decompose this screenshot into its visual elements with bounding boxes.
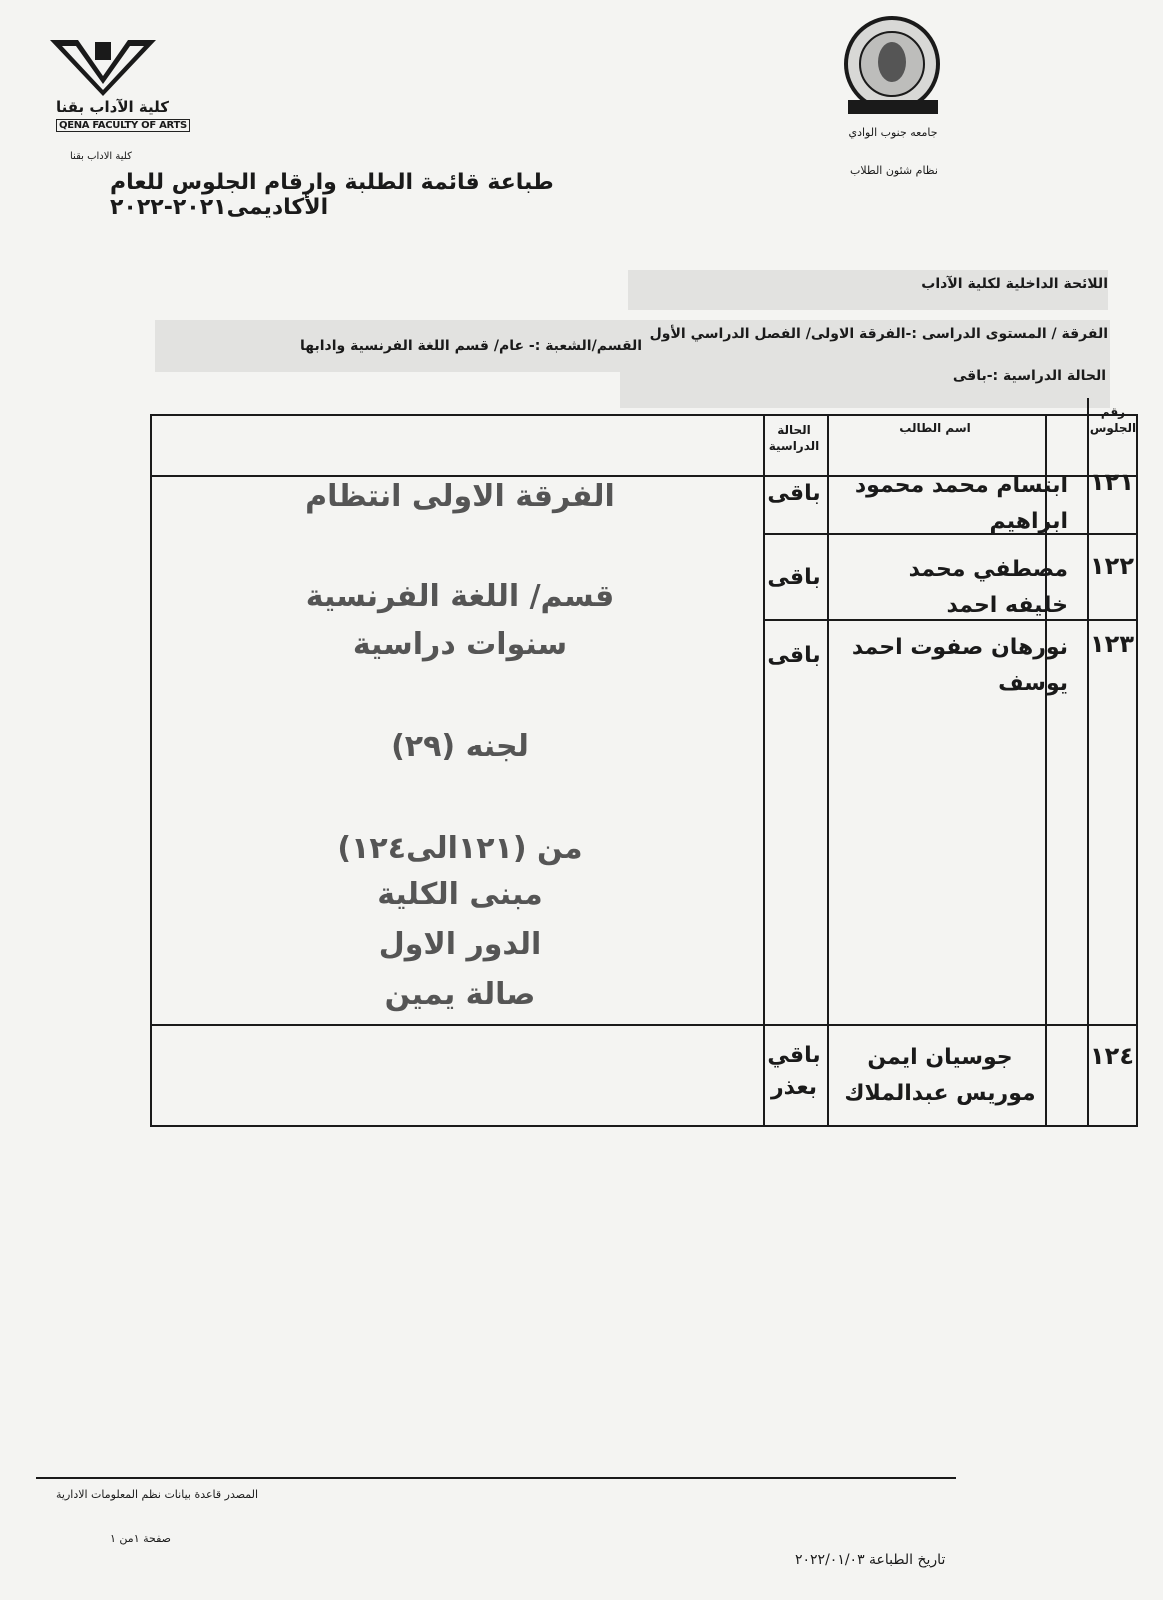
- footer-page-number: صفحة ١من ١: [110, 1532, 172, 1545]
- footer-print-date: تاريخ الطباعة ٢٠٢٢/٠١/٠٣: [795, 1552, 946, 1568]
- header-name: اسم الطالب: [899, 421, 971, 435]
- committee-note-line: لجنه (٢٩): [391, 729, 529, 764]
- faculty-caption: كلية الاداب بقنا: [70, 151, 132, 162]
- student-status: باقى: [767, 565, 821, 590]
- committee-note-line: من (١٢١الى١٢٤): [337, 831, 583, 866]
- faculty-name-arabic: كلية الآداب بقنا: [56, 98, 169, 116]
- student-status: باقى: [767, 481, 821, 506]
- system-name: نظام شئون الطلاب: [850, 164, 938, 177]
- seat-number: ١٢٢: [1090, 552, 1134, 580]
- page-title: طباعة قائمة الطلبة وارقام الجلوس للعام الأكاديمى٢٠٢١-٢٠٢٢: [110, 170, 554, 220]
- committee-note-line: سنوات دراسية: [352, 627, 568, 662]
- col-divider: [1087, 398, 1089, 1125]
- row-divider: [152, 1024, 1138, 1026]
- level-text: الفرقة / المستوى الدراسى :-الفرقة الاولى/ الفصل الدراسي الأول: [649, 326, 1108, 342]
- university-name: جامعه جنوب الوادي: [848, 126, 938, 139]
- committee-note-line: قسم/ اللغة الفرنسية: [305, 579, 615, 614]
- student-status: باقي بعذر: [767, 1043, 821, 1100]
- committee-note-line: الدور الاول: [378, 927, 542, 962]
- university-seal: [840, 14, 945, 119]
- footer-source: المصدر قاعدة بيانات نظم المعلومات الادارية: [56, 1488, 259, 1501]
- col-divider: [763, 416, 765, 1125]
- student-name: ابتسام محمد محمود ابراهيم: [854, 473, 1068, 534]
- department-text: القسم/الشعبة :- عام/ قسم اللغة الفرنسية وادابها: [300, 338, 643, 354]
- student-name: جوسيان ايمن موريس عبدالملاك: [844, 1045, 1036, 1106]
- header-status: الحالة الدراسية: [768, 423, 820, 453]
- seat-number: ١٢٤: [1090, 1042, 1134, 1070]
- committee-note-line: صالة يمين: [384, 977, 536, 1012]
- bylaw-text: اللائحة الداخلية لكلية الآداب: [921, 276, 1108, 292]
- committee-note-line: الفرقة الاولى انتظام: [305, 479, 615, 514]
- footer-divider: [36, 1477, 956, 1479]
- student-status: باقى: [767, 643, 821, 668]
- header-seat: رقم الجلوس: [1089, 405, 1137, 435]
- seat-number: ١٢٣: [1090, 630, 1134, 658]
- student-name: مصطفي محمد خليفه احمد: [908, 557, 1068, 618]
- col-divider: [827, 416, 829, 1125]
- committee-note-line: مبنى الكلية: [377, 877, 543, 912]
- student-name: نورهان صفوت احمد يوسف: [851, 635, 1068, 696]
- faculty-name-english: QENA FACULTY OF ARTS: [56, 119, 190, 132]
- seat-number: ١٢١: [1090, 468, 1134, 496]
- status-text: الحالة الدراسية :-باقى: [952, 368, 1106, 384]
